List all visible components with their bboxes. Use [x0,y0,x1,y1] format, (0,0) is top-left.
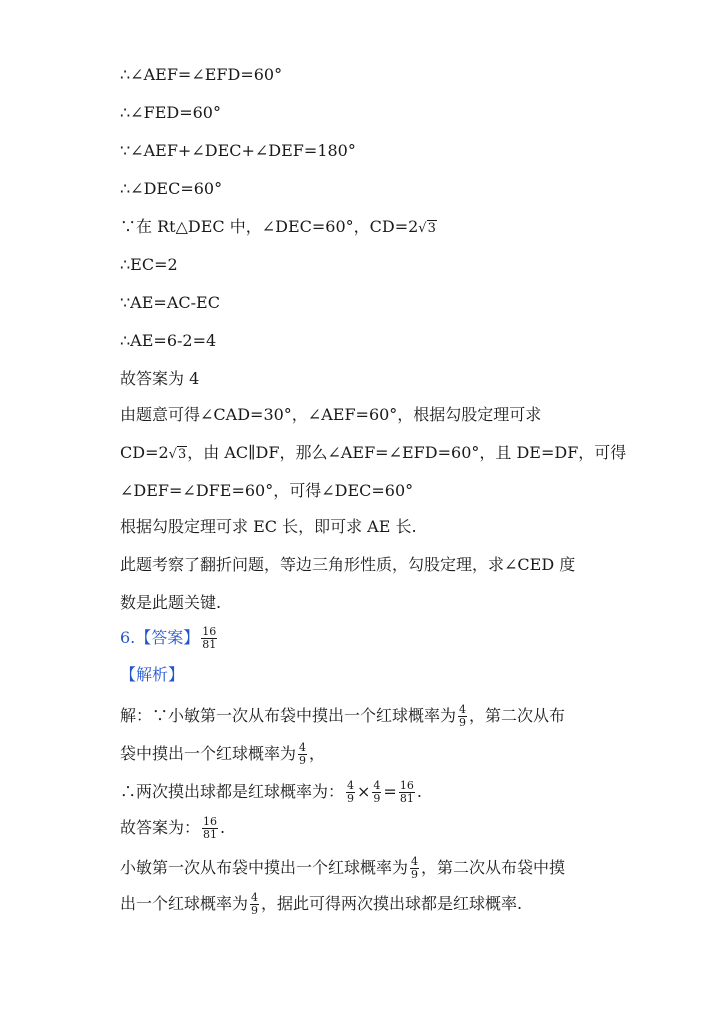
line-ae-def: ∵AE=AC-EC [120,293,220,312]
fraction-den: 9 [411,868,419,881]
answer-fraction [201,626,217,651]
solution-line-4-a: 故答案为： [120,818,201,837]
line-analysis-1: 由题意可得∠CAD=30°，∠AEF=60°，根据勾股定理可求 [120,405,542,424]
fraction-num: 4 [459,703,467,716]
solution-line-1-b: ，第二次从布 [469,706,566,725]
equals-sign: = [383,782,397,801]
solution-line-5 [120,856,565,881]
answer-fraction-den: 81 [202,638,217,651]
answer-fraction-num: 16 [202,625,217,638]
sqrt-3-b: √3 [168,447,187,462]
line-rt-dec [120,216,437,240]
solution-line-3 [120,780,422,805]
fraction-num: 4 [411,855,419,868]
fraction-16-81 [399,780,415,805]
question-number: 6. [120,628,136,647]
fraction-num: 4 [299,741,307,754]
solution-line-3-b: . [416,782,422,801]
fraction-num: 4 [251,891,259,904]
solution-line-4-b: . [220,818,226,837]
fraction-den: 81 [399,792,414,805]
fraction-num: 16 [399,779,414,792]
line-analysis-3: ∠DEF=∠DFE=60°，可得∠DEC=60° [120,481,414,500]
fraction-4-9 [410,856,419,881]
line-analysis-4: 根据勾股定理可求 EC 长，即可求 AE 长. [120,517,417,536]
fraction-den: 81 [203,828,218,841]
line-ec: ∴EC=2 [120,255,178,274]
fraction-den: 9 [347,792,355,805]
fraction-4-9 [372,780,381,805]
fraction-num: 4 [347,779,355,792]
fraction-den: 9 [299,754,307,767]
line-analysis-2-rest: ，由 AC∥DF，那么∠AEF=∠EFD=60°，且 DE=DF，可得 [187,443,627,462]
fraction-den: 9 [251,904,259,917]
fraction-4-9 [458,704,467,729]
line-ae-value: ∴AE=6-2=4 [120,331,217,350]
line-answer-4: 故答案为 4 [120,369,200,388]
solution-line-4 [120,816,225,841]
line-analysis-6: 数是此题关键. [120,593,222,612]
fraction-den: 9 [373,792,381,805]
solution-line-2 [120,742,325,767]
solution-line-3-a: ∴两次摸出球都是红球概率为： [120,782,345,801]
solution-line-5-b: ，第二次从布袋中摸 [421,858,566,877]
fraction-den: 9 [459,716,467,729]
line-rt-dec-text: ∵在 Rt△DEC 中，∠DEC=60°，CD=2 [120,217,419,236]
fraction-4-9 [298,742,307,767]
solution-line-6 [120,892,522,917]
solution-line-2-a: 袋中摸出一个红球概率为 [120,744,297,763]
question-6-answer [120,626,219,651]
sqrt-3: √3 [418,221,436,236]
solution-line-2-b: ， [309,744,326,763]
solution-line-6-b: ，据此可得两次摸出球都是红球概率. [261,894,523,913]
fraction-16-81 [202,816,218,841]
sqrt-radicand-b: 3 [177,447,187,462]
fraction-4-9 [346,780,355,805]
times-sign: × [357,782,371,801]
solution-line-6-a: 出一个红球概率为 [120,894,249,913]
line-angle-sum: ∵∠AEF+∠DEC+∠DEF=180° [120,141,356,160]
line-angle-dec: ∴∠DEC=60° [120,179,223,198]
line-analysis-2 [120,442,626,466]
answer-tag: 【答案】 [135,628,200,647]
line-angle-aef-efd: ∴∠AEF=∠EFD=60° [120,65,283,84]
line-angle-fed: ∴∠FED=60° [120,103,221,122]
solution-line-1 [120,704,565,729]
cd-label: CD=2 [120,443,169,462]
solution-line-5-a: 小敏第一次从布袋中摸出一个红球概率为 [120,858,409,877]
line-analysis-5: 此题考察了翻折问题，等边三角形性质，勾股定理，求∠CED 度 [120,555,576,574]
analysis-tag: 【解析】 [120,665,185,684]
fraction-num: 16 [203,815,218,828]
solution-line-1-a: 解：∵小敏第一次从布袋中摸出一个红球概率为 [120,706,457,725]
fraction-num: 4 [373,779,381,792]
fraction-4-9 [250,892,259,917]
sqrt-radicand: 3 [427,221,436,236]
